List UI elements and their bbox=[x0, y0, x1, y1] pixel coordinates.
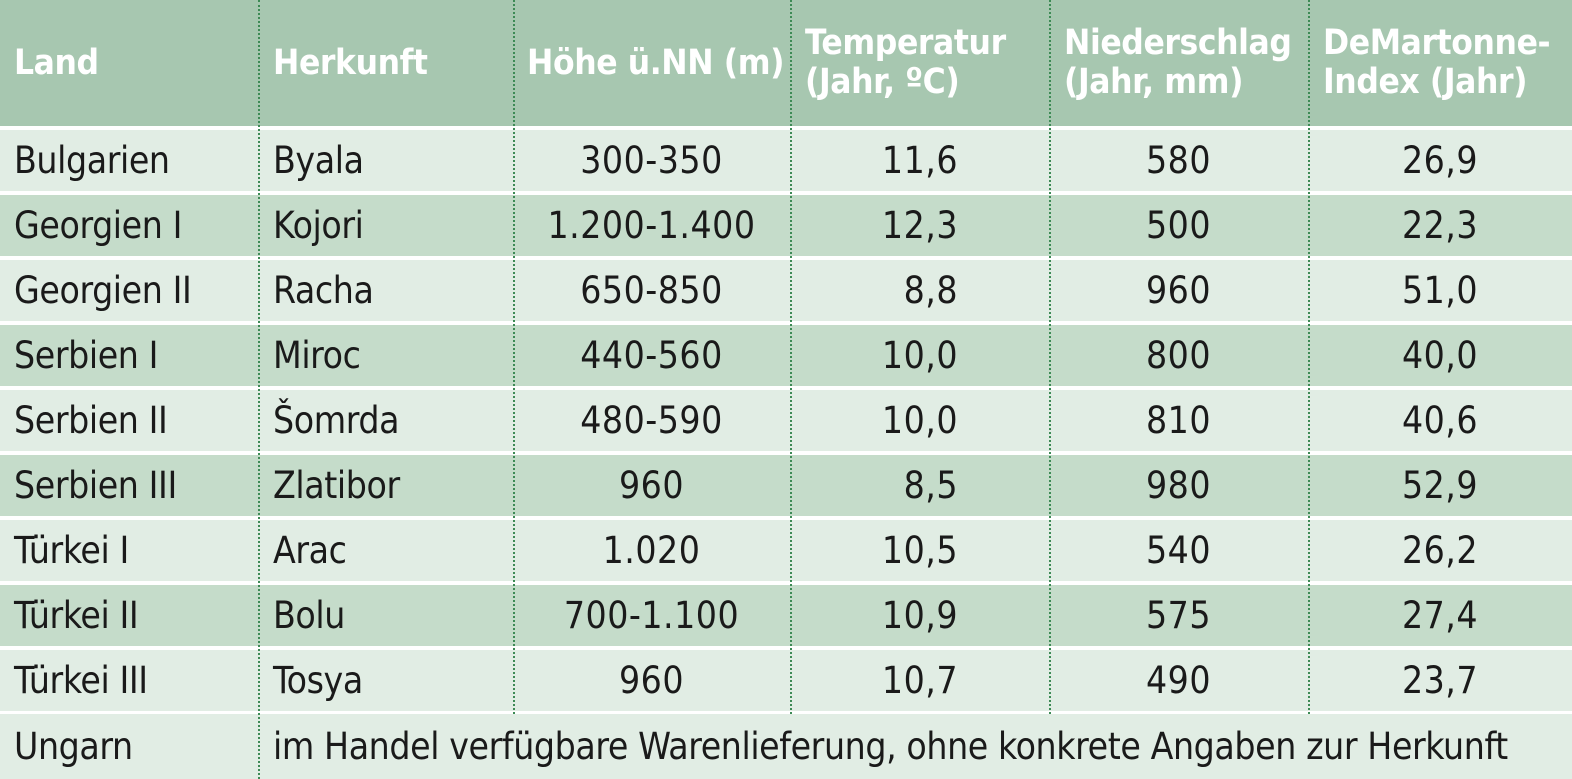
cell-index: 40,6 bbox=[1401, 399, 1479, 442]
cell-land: Serbien II bbox=[14, 399, 168, 442]
cell-index: 23,7 bbox=[1401, 659, 1479, 702]
cell-hoehe: 650-850 bbox=[580, 269, 723, 312]
cell-land: Ungarn bbox=[14, 725, 133, 768]
cell-temperatur: 10,0 bbox=[881, 399, 958, 442]
table-row bbox=[0, 585, 1572, 646]
cell-temperatur: 10,7 bbox=[881, 659, 958, 702]
header-land: Land bbox=[14, 42, 99, 83]
cell-hoehe: 480-590 bbox=[580, 399, 723, 442]
cell-temperatur: 8,5 bbox=[903, 464, 958, 507]
cell-niederschlag: 500 bbox=[1145, 204, 1212, 247]
cell-niederschlag: 490 bbox=[1145, 659, 1212, 702]
header-niederschlag-line1: Niederschlag bbox=[1064, 23, 1292, 63]
cell-herkunft: Arac bbox=[273, 529, 347, 572]
cell-hoehe: 1.200-1.400 bbox=[547, 204, 756, 247]
cell-temperatur: 8,8 bbox=[903, 269, 958, 312]
cell-herkunft: Tosya bbox=[273, 659, 363, 702]
cell-land: Serbien III bbox=[14, 464, 177, 507]
cell-note: im Handel verfügbare Warenlieferung, ohne konkrete Angaben zur Herkunft bbox=[273, 725, 1508, 768]
cell-index: 22,3 bbox=[1401, 204, 1479, 247]
table-row bbox=[0, 520, 1572, 581]
cell-hoehe: 960 bbox=[618, 659, 685, 702]
cell-niederschlag: 575 bbox=[1145, 594, 1212, 637]
cell-index: 27,4 bbox=[1401, 594, 1479, 637]
cell-land: Georgien II bbox=[14, 269, 192, 312]
table-row bbox=[0, 390, 1572, 451]
cell-index: 26,2 bbox=[1401, 529, 1479, 572]
cell-hoehe: 1.020 bbox=[602, 529, 701, 572]
table-row-ungarn bbox=[0, 714, 1572, 779]
header-demartonne-line2: Index (Jahr) bbox=[1323, 62, 1528, 102]
table-row bbox=[0, 260, 1572, 321]
table-row bbox=[0, 455, 1572, 516]
cell-index: 52,9 bbox=[1401, 464, 1479, 507]
cell-niederschlag: 580 bbox=[1145, 139, 1212, 182]
cell-land: Bulgarien bbox=[14, 139, 170, 182]
cell-herkunft: Racha bbox=[273, 269, 374, 312]
header-temperatur bbox=[805, 0, 1006, 126]
cell-temperatur: 10,9 bbox=[881, 594, 958, 637]
cell-temperatur: 12,3 bbox=[881, 204, 958, 247]
cell-herkunft: Bolu bbox=[273, 594, 345, 637]
cell-land: Serbien I bbox=[14, 334, 159, 377]
cell-herkunft: Byala bbox=[273, 139, 364, 182]
cell-index: 40,0 bbox=[1401, 334, 1479, 377]
cell-index: 26,9 bbox=[1401, 139, 1479, 182]
table-row bbox=[0, 195, 1572, 256]
cell-hoehe: 440-560 bbox=[580, 334, 723, 377]
cell-hoehe: 960 bbox=[618, 464, 685, 507]
header-herkunft: Herkunft bbox=[273, 42, 428, 83]
cell-hoehe: 700-1.100 bbox=[563, 594, 740, 637]
header-niederschlag-line2: (Jahr, mm) bbox=[1064, 62, 1244, 102]
header-temperatur-line1: Temperatur bbox=[805, 23, 1006, 63]
header-niederschlag bbox=[1064, 0, 1292, 126]
cell-herkunft: Miroc bbox=[273, 334, 361, 377]
cell-herkunft: Kojori bbox=[273, 204, 364, 247]
cell-temperatur: 10,0 bbox=[881, 334, 958, 377]
header-temperatur-line2: (Jahr, ºC) bbox=[805, 62, 960, 102]
cell-niederschlag: 800 bbox=[1145, 334, 1212, 377]
cell-temperatur: 10,5 bbox=[881, 529, 958, 572]
cell-land: Türkei III bbox=[14, 659, 148, 702]
cell-hoehe: 300-350 bbox=[580, 139, 723, 182]
cell-index: 51,0 bbox=[1401, 269, 1479, 312]
table-header-row bbox=[0, 0, 1572, 126]
table-row bbox=[0, 130, 1572, 191]
table-row bbox=[0, 650, 1572, 711]
cell-niederschlag: 960 bbox=[1145, 269, 1212, 312]
table-row bbox=[0, 325, 1572, 386]
cell-land: Türkei II bbox=[14, 594, 139, 637]
cell-herkunft: Šomrda bbox=[273, 399, 400, 442]
cell-niederschlag: 810 bbox=[1145, 399, 1212, 442]
header-demartonne bbox=[1323, 0, 1550, 126]
header-hoehe: Höhe ü.NN (m) bbox=[527, 42, 785, 83]
cell-niederschlag: 980 bbox=[1145, 464, 1212, 507]
cell-land: Georgien I bbox=[14, 204, 183, 247]
cell-land: Türkei I bbox=[14, 529, 129, 572]
cell-niederschlag: 540 bbox=[1145, 529, 1212, 572]
cell-temperatur: 11,6 bbox=[881, 139, 958, 182]
header-demartonne-line1: DeMartonne- bbox=[1323, 23, 1551, 63]
cell-herkunft: Zlatibor bbox=[273, 464, 400, 507]
